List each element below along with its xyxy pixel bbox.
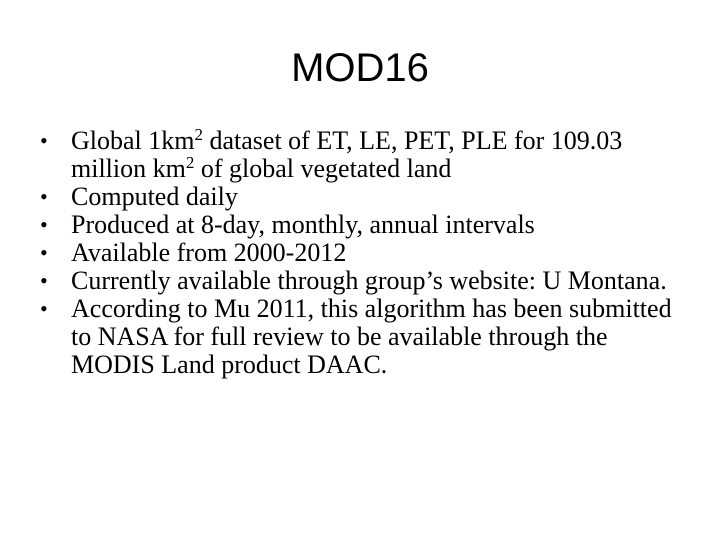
- bullet-item-mu-2011: [40, 295, 690, 379]
- bullet-text: Available from 2000-2012: [71, 238, 347, 267]
- bullet-item-global-dataset: [40, 127, 690, 183]
- bullet-list: [40, 127, 690, 379]
- bullet-text: Computed daily: [71, 182, 238, 211]
- bullet-text: dataset of ET, LE, PET, PLE for 109.03 million km: [71, 126, 623, 183]
- superscript: 2: [185, 153, 195, 172]
- bullet-text: Global 1km: [71, 126, 195, 155]
- superscript: 2: [194, 125, 203, 144]
- bullet-icon: •: [40, 268, 48, 293]
- bullet-text: Currently available through group’s website: U Montana.: [71, 266, 667, 295]
- bullet-icon: •: [40, 240, 48, 265]
- bullet-icon: •: [40, 128, 48, 153]
- bullet-icon: •: [40, 296, 48, 321]
- bullet-icon: •: [40, 212, 48, 237]
- bullet-text: Produced at 8-day, monthly, annual intervals: [71, 210, 535, 239]
- bullet-item-produced-intervals: [40, 211, 690, 239]
- bullet-text: According to Mu 2011, this algorithm has been submitted to NASA for full review to be available through the MODIS Land product DAAC.: [71, 294, 672, 379]
- bullet-icon: •: [40, 184, 48, 209]
- bullet-item-available-years: [40, 239, 690, 267]
- bullet-text: of global vegetated land: [194, 154, 452, 183]
- slide-title: MOD16: [291, 46, 429, 90]
- bullet-item-website: [40, 267, 690, 295]
- bullet-item-computed-daily: [40, 183, 690, 211]
